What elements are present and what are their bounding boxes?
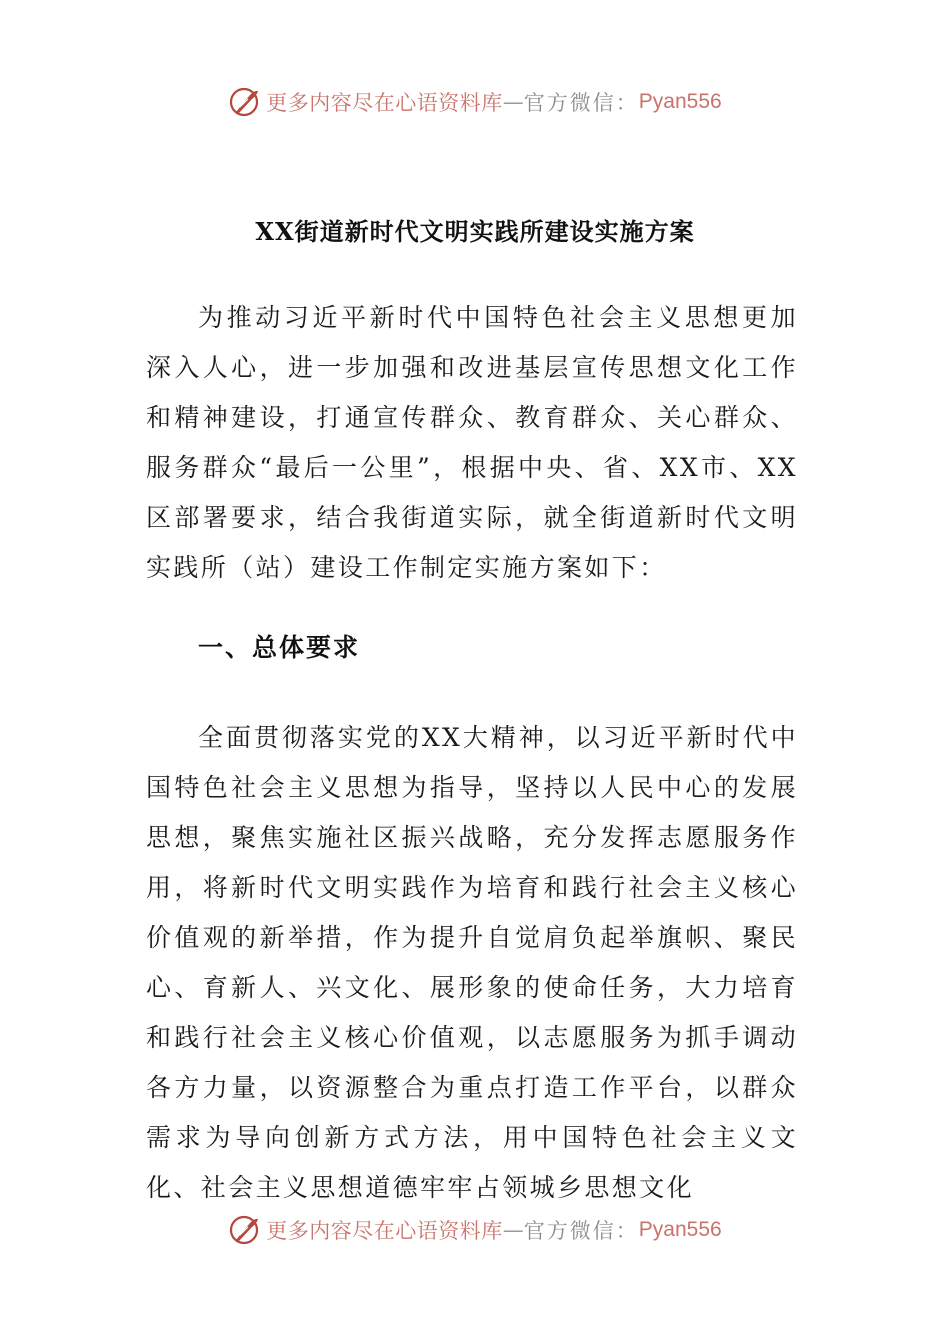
banner-separator: — — [502, 90, 524, 114]
banner-wechat-id: Pyan556 — [638, 1218, 722, 1241]
banner-contact-label: 官方微信： — [523, 91, 639, 115]
section-heading-general-requirements: 一、总体要求 — [198, 633, 361, 662]
banner-brand-text: 更多内容尽在心语资料库 — [266, 1219, 503, 1243]
banner-separator: — — [502, 1218, 524, 1242]
header-watermark-banner — [0, 82, 950, 122]
banner-contact-label: 官方微信： — [523, 1219, 639, 1243]
banner-wechat-id: Pyan556 — [638, 90, 722, 113]
section-paragraph: 全面贯彻落实党的XX大精神，以习近平新时代中国特色社会主义思想为指导，坚持以人民中心的发展思想，聚焦实施社区振兴战略，充分发挥志愿服务作用，将新时代文明实践作为培育和践行社会主义核心价值观的新举措，作为提升自觉肩负起举旗帜、聚民心、育新人、兴文化、展形象的使命任务，大力培育和践行社会主义核心价值观，以志愿服务为抓手调动各方力量，以资源整合为重点打造工作平台，以群众需求为导向创新方式方法，用中国特色社会主义文化、社会主义思想道德牢牢占领城乡思想文化 — [146, 723, 798, 1202]
quill-pen-logo-icon — [228, 1213, 262, 1247]
intro-paragraph: 为推动习近平新时代中国特色社会主义思想更加深入人心，进一步加强和改进基层宣传思想文化工作和精神建设，打通宣传群众、教育群众、关心群众、服务群众“最后一公里”，根据中央、省、XX市、XX区部署要求，结合我街道实际，就全街道新时代文明实践所（站）建设工作制定实施方案如下： — [146, 303, 798, 582]
footer-watermark-banner — [0, 1210, 950, 1250]
document-title: XX街道新时代文明实践所建设实施方案 — [255, 217, 695, 246]
quill-pen-logo-icon — [228, 85, 262, 119]
banner-brand-text: 更多内容尽在心语资料库 — [266, 91, 503, 115]
